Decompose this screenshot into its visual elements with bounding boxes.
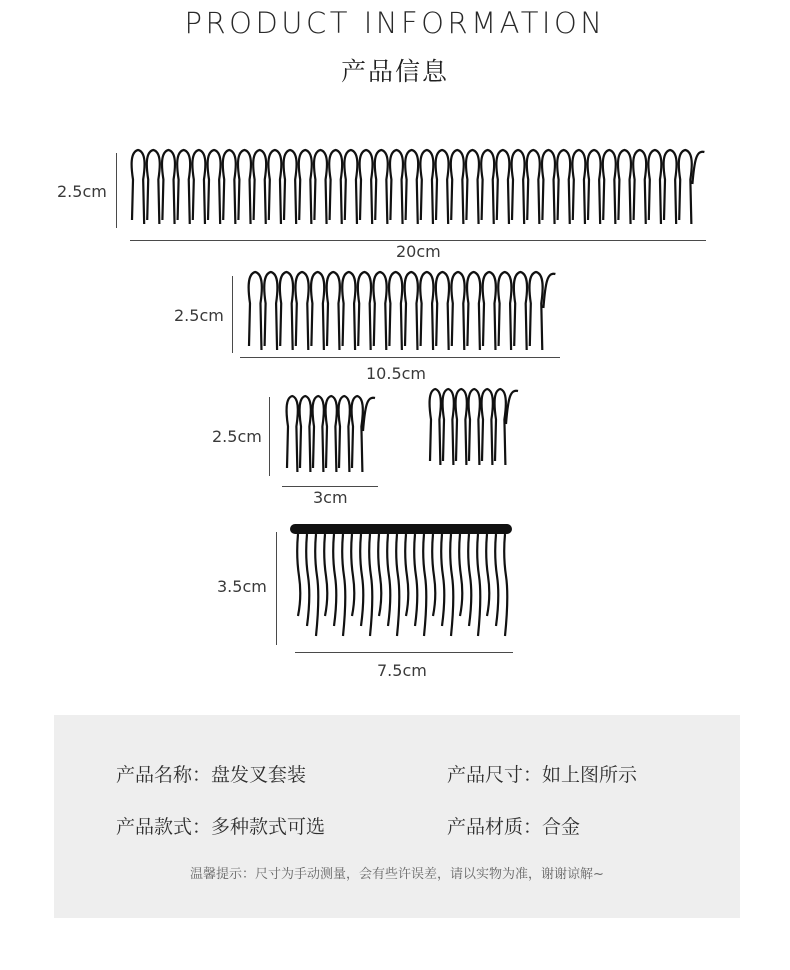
width-dimension-line (240, 357, 560, 358)
comb-wire (249, 272, 556, 350)
height-label: 2.5cm (57, 182, 107, 201)
width-label: 20cm (396, 242, 441, 261)
product-size: 产品尺寸：如上图所示 (447, 764, 638, 786)
product-material: 产品材质：合金 (447, 816, 581, 838)
comb-image-10-5cm (245, 262, 567, 354)
width-dimension-line (295, 652, 513, 653)
title-chinese: 产品信息 (340, 57, 449, 86)
title-english: PRODUCT INFORMATION (184, 6, 606, 40)
comb-image-3cm-b (426, 379, 522, 471)
height-dimension-line (116, 153, 117, 228)
width-dimension-line (282, 486, 378, 487)
comb-image-3cm-a (283, 386, 379, 478)
comb-wire (132, 150, 705, 224)
width-dimension-line (130, 240, 706, 241)
width-label: 3cm (313, 488, 348, 507)
measurement-note: 温馨提示：尺寸为手动测量，会有些许误差，请以实物为准，谢谢谅解~ (190, 867, 604, 882)
comb-teeth (297, 534, 507, 636)
width-label: 10.5cm (366, 364, 427, 383)
width-label: 7.5cm (377, 661, 427, 680)
comb-image-20cm (128, 140, 712, 232)
product-name: 产品名称：盘发叉套装 (116, 764, 307, 786)
height-dimension-line (269, 397, 270, 476)
height-dimension-line (276, 532, 277, 645)
product-style: 产品款式：多种款式可选 (116, 816, 326, 838)
height-label: 2.5cm (212, 427, 262, 446)
product-info-panel (54, 715, 740, 918)
comb-wire (287, 396, 375, 472)
comb-bar (290, 524, 512, 534)
comb-wire (430, 389, 518, 465)
height-label: 3.5cm (217, 577, 267, 596)
height-dimension-line (232, 276, 233, 353)
height-label: 2.5cm (174, 306, 224, 325)
comb-image-7-5cm (286, 516, 516, 646)
